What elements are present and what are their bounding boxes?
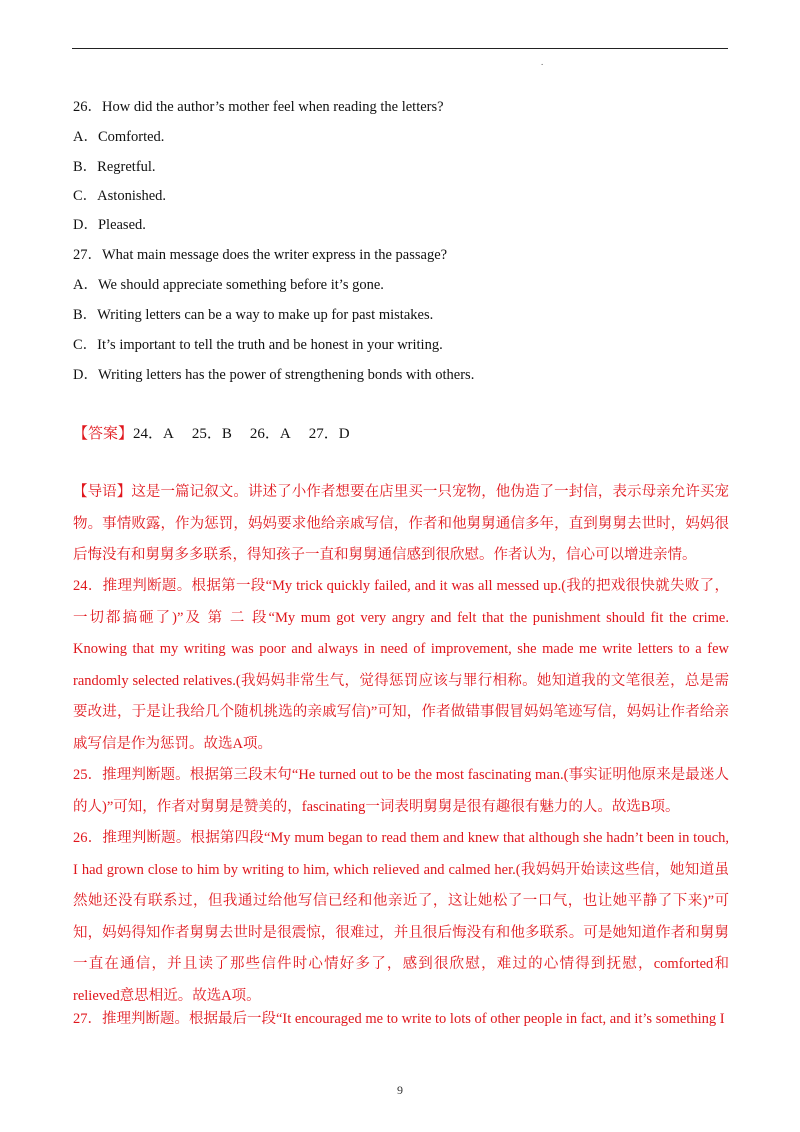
question-26-option-d: D．Pleased. [73, 217, 146, 233]
question-27-option-b: B．Writing letters can be a way to make up for past mistakes. [73, 307, 434, 323]
explanation-intro: 【导语】这是一篇记叙文。讲述了小作者想要在店里买一只宠物，他伪造了一封信，表示母亲允许买宠物。事情败露，作为惩罚，妈妈要求他给亲戚写信，作者和他舅舅通信多年，直到舅舅去世时，妈妈很后悔没有和舅舅多多联系，得知孩子一直和舅舅通信感到很欣慰。作者认为，信心可以增进亲情。 [73, 484, 729, 563]
explanation-27: 27．推理判断题。根据最后一段“It encouraged me to write to lots of other people in fact, and it’s something I [73, 1011, 725, 1027]
question-26-option-b: B．Regretful. [73, 159, 156, 175]
question-27-stem: 27．What main message does the writer express in the passage? [73, 247, 448, 263]
explanation-26: 26．推理判断题。根据第四段“My mum began to read them and knew that although she hadn’t been in touch, I had grown close to him by writing to him, which relieved and calmed her.(我妈妈开始读这些信，她知道虽然她还没有联系过，但我通过给他写信已经和他亲近了，这让她松了一口气，也让她平静了下来)”可知，妈妈得知作者舅舅去世时是很震惊，很难过，并且很后悔没有和他多联系。可是她知道作者和舅舅一直在通信，并且读了那些信件时心情好多了，感到很欣慰，难过的心情得到抚慰，comforted和relieved意思相近。故选A项。 [73, 830, 729, 1004]
question-26-option-c: C．Astonished. [73, 188, 167, 204]
question-27-option-c: C．It’s important to tell the truth and be honest in your writing. [73, 337, 443, 353]
answer-label: 【答案】 [73, 426, 134, 442]
answer-line [73, 424, 368, 444]
header-rule [72, 48, 728, 49]
answer-item-25: 25．B [191, 426, 232, 442]
question-27-option-d: D．Writing letters has the power of strengthening bonds with others. [73, 367, 475, 383]
header-mark: . [541, 57, 544, 67]
answer-item-26: 26．A [249, 426, 291, 442]
question-26-option-a: A．Comforted. [73, 129, 165, 145]
answer-item-27: 27．D [308, 426, 350, 442]
answer-item-24: 24．A [133, 426, 174, 442]
question-27-option-a: A．We should appreciate something before it’s gone. [73, 277, 384, 293]
page-number: 9 [397, 1083, 403, 1097]
explanation-24: 24．推理判断题。根据第一段“My trick quickly failed, and it was all messed up.(我的把戏很快就失败了，一切都搞砸了)”及 第 二 段“My mum got very angry and felt that the punishment should fit the crime. Knowing that my writing was poor and always in need of improvement, she made me write letters to a few randomly selected relatives.(我妈妈非常生气，觉得惩罚应该与罪行相称。她知道我的文笔很差，总是需要改进，于是让我给几个随机挑选的亲戚写信)”可知，作者做错事假冒妈妈笔迹写信，妈妈让作者给亲戚写信是作为惩罚。故选A项。 [73, 578, 729, 752]
explanation-25: 25．推理判断题。根据第三段末句“He turned out to be the most fascinating man.(事实证明他原来是最迷人的人)”可知，作者对舅舅是赞美的，fascinating一词表明舅舅是很有趣很有魅力的人。故选B项。 [73, 767, 729, 815]
question-26-stem: 26．How did the author’s mother feel when reading the letters? [73, 99, 444, 115]
